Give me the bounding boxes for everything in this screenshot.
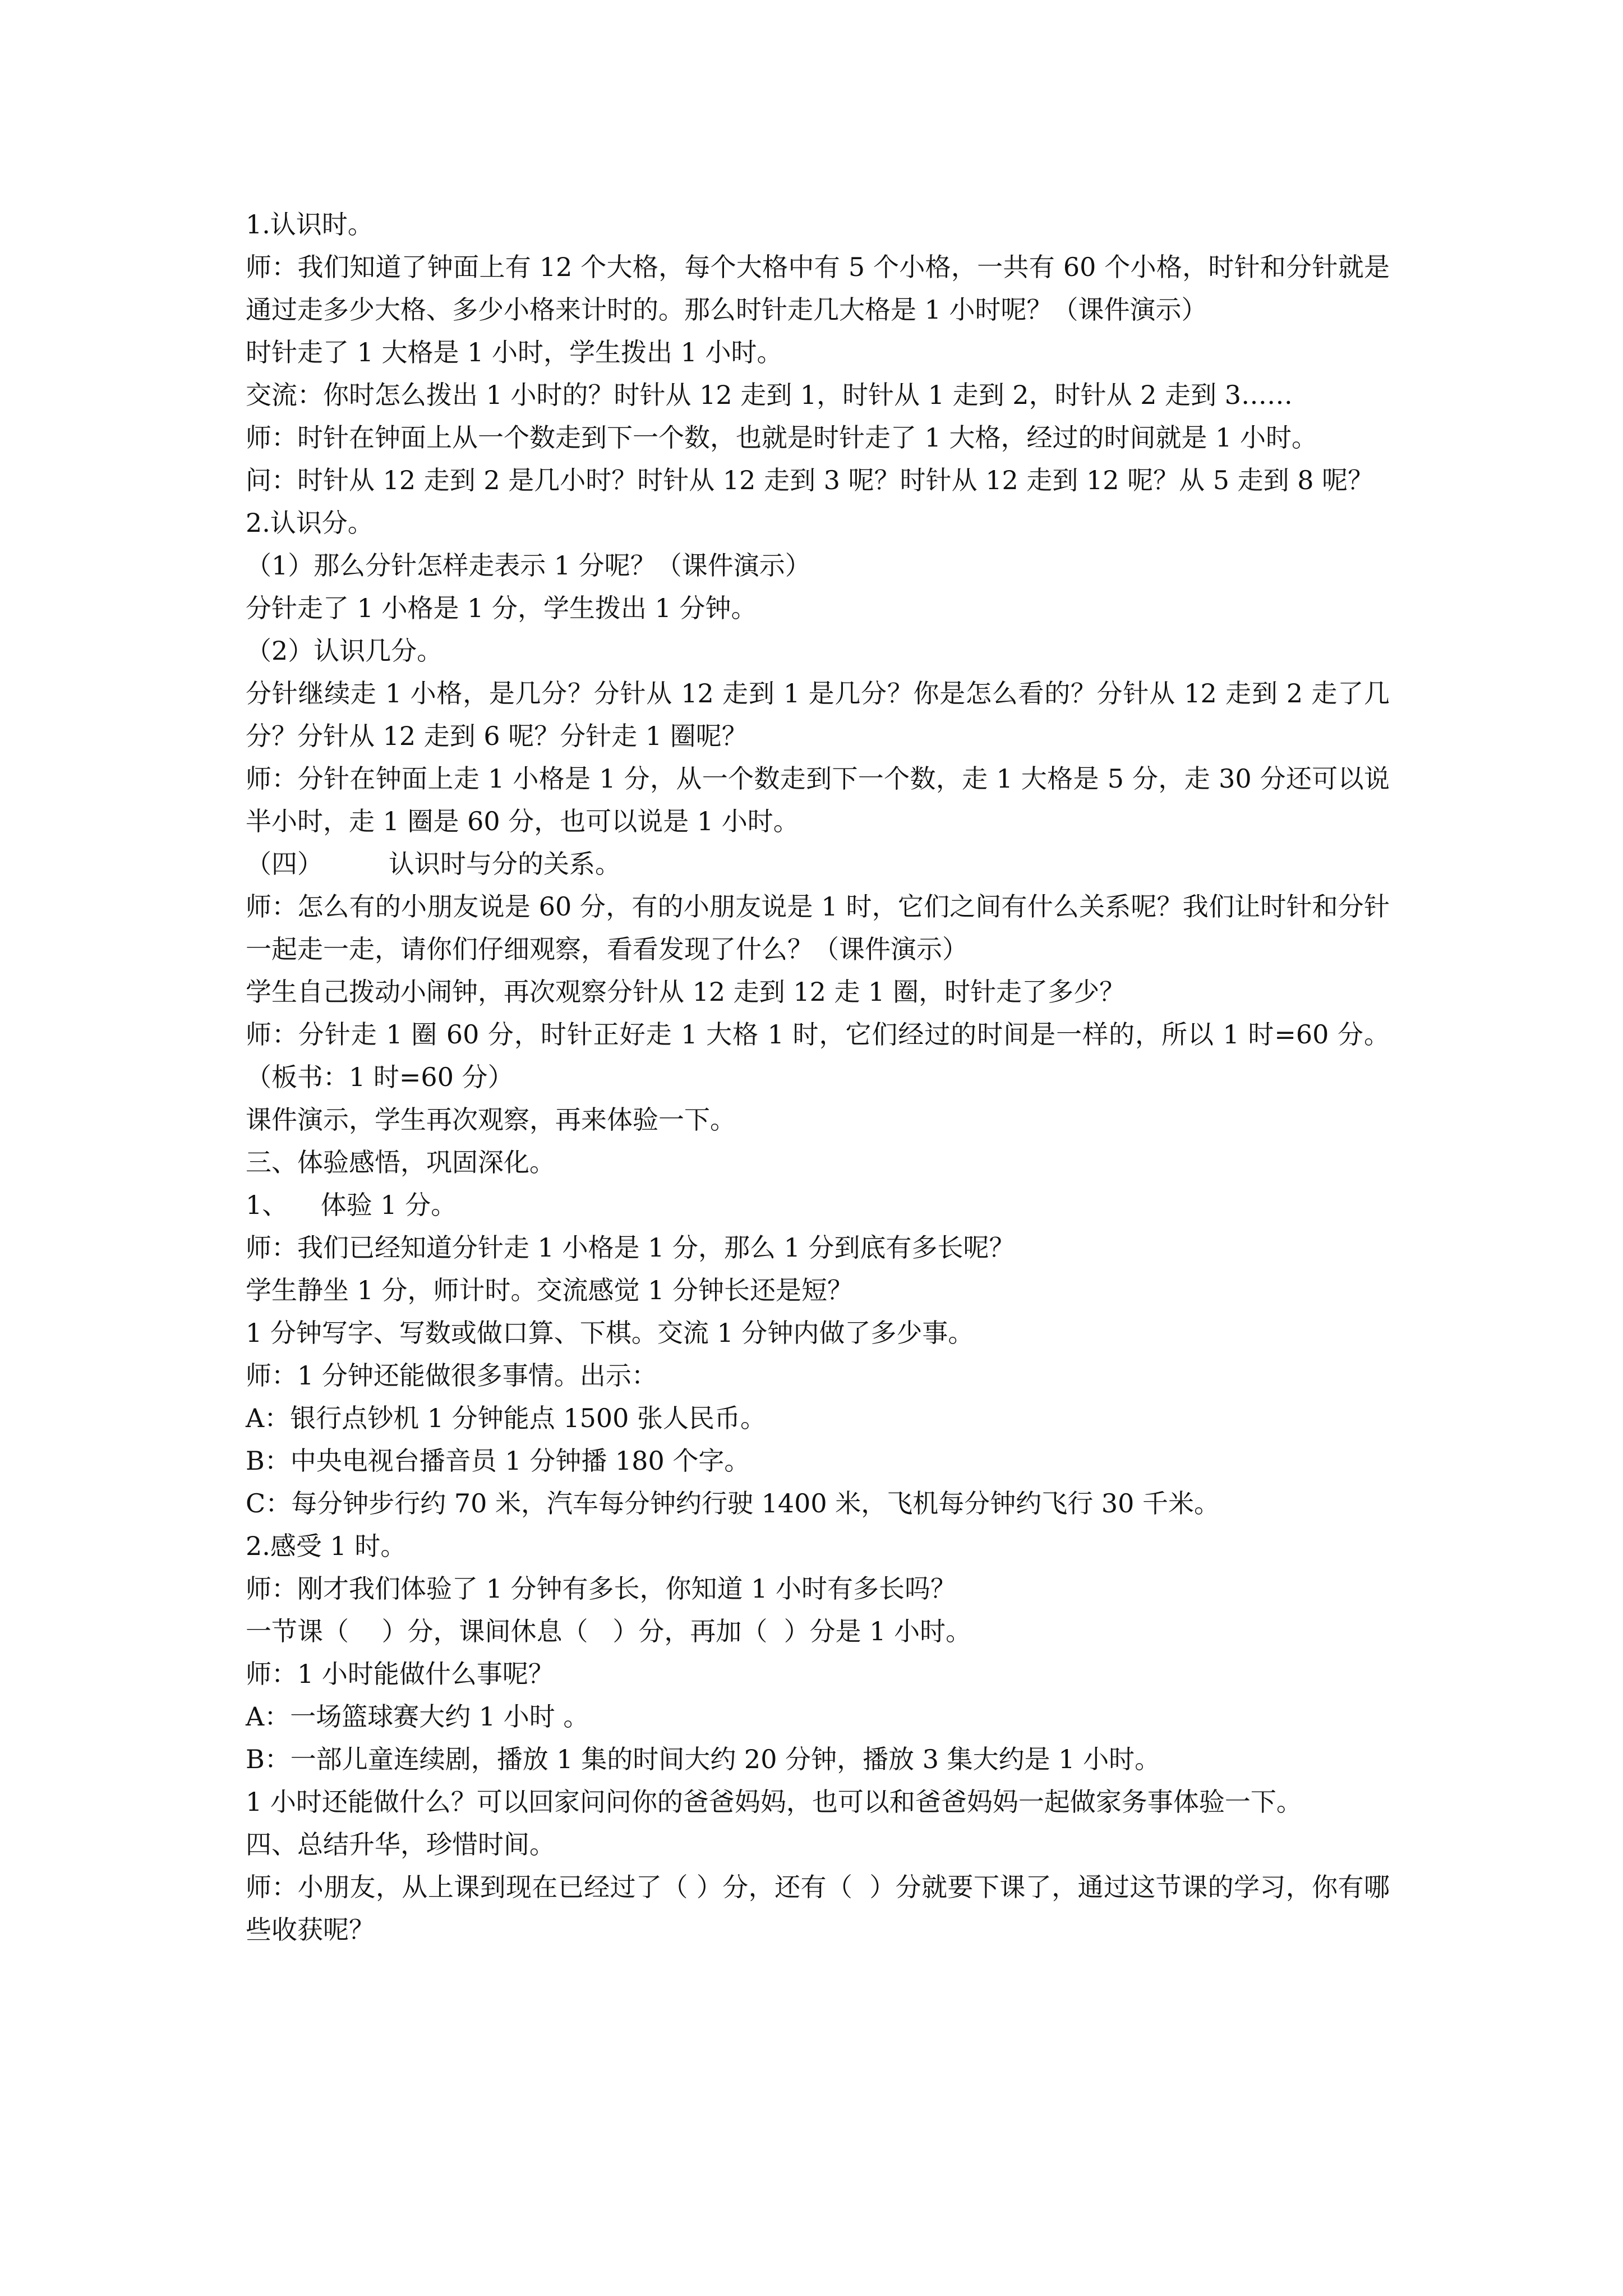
paragraph: 分针继续走 1 小格，是几分？分针从 12 走到 1 是几分？你是怎么看的？分针从 12 走到 2 走了几分？分针从 12 走到 6 呢？分针走 1 圈呢？ xyxy=(246,678,1390,751)
paragraph: 一节课（ ）分，课间休息（ ）分，再加（ ）分是 1 小时。 xyxy=(246,1616,972,1646)
paragraph: 师：我们知道了钟面上有 12 个大格，每个大格中有 5 个小格，一共有 60 个小格，时针和分针就是通过走多少大格、多少小格来计时的。那么时针走几大格是 1 小时呢？（课件演示） xyxy=(246,252,1390,325)
paragraph: A：一场篮球赛大约 1 小时 。 xyxy=(246,1701,589,1732)
paragraph: 师：小朋友，从上课到现在已经过了（ ）分，还有（ ）分就要下课了，通过这节课的学习，你有哪些收获呢？ xyxy=(246,1872,1390,1945)
paragraph: 分针走了 1 小格是 1 分，学生拨出 1 分钟。 xyxy=(246,593,757,623)
paragraph: 三、体验感悟，巩固深化。 xyxy=(246,1147,555,1177)
paragraph: （2）认识几分。 xyxy=(246,636,443,666)
paragraph: 1 小时还能做什么？可以回家问问你的爸爸妈妈，也可以和爸爸妈妈一起做家务事体验一下。 xyxy=(246,1787,1302,1817)
paragraph: 课件演示，学生再次观察，再来体验一下。 xyxy=(246,1105,736,1135)
paragraph: 师：分针在钟面上走 1 小格是 1 分，从一个数走到下一个数，走 1 大格是 5 分，走 30 分还可以说半小时，走 1 圈是 60 分，也可以说是 1 小时。 xyxy=(246,763,1390,836)
paragraph: 交流：你时怎么拨出 1 小时的？时针从 12 走到 1，时针从 1 走到 2，时针从 2 走到 3…… xyxy=(246,380,1293,410)
lesson-text xyxy=(246,203,1390,1951)
paragraph: 时针走了 1 大格是 1 小时，学生拨出 1 小时。 xyxy=(246,337,783,367)
paragraph: B：中央电视台播音员 1 分钟播 180 个字。 xyxy=(246,1446,750,1476)
paragraph: 学生自己拨动小闹钟，再次观察分针从 12 走到 12 走 1 圈，时针走了多少？ xyxy=(246,977,1126,1007)
paragraph: 师：我们已经知道分针走 1 小格是 1 分，那么 1 分到底有多长呢？ xyxy=(246,1232,1015,1263)
paragraph: （四） 认识时与分的关系。 xyxy=(246,849,621,879)
paragraph: 2.感受 1 时。 xyxy=(246,1531,407,1561)
paragraph: 1.认识时。 xyxy=(246,209,374,240)
paragraph: A：银行点钞机 1 分钟能点 1500 张人民币。 xyxy=(246,1403,767,1433)
paragraph: 师：时针在钟面上从一个数走到下一个数，也就是时针走了 1 大格，经过的时间就是 1 小时。 xyxy=(246,422,1318,453)
paragraph: 学生静坐 1 分，师计时。交流感觉 1 分钟长还是短？ xyxy=(246,1275,854,1305)
paragraph: 师：刚才我们体验了 1 分钟有多长，你知道 1 小时有多长吗？ xyxy=(246,1573,957,1604)
paragraph: B：一部儿童连续剧，播放 1 集的时间大约 20 分钟，播放 3 集大约是 1 小时。 xyxy=(246,1744,1161,1774)
paragraph: （1）那么分针怎样走表示 1 分呢？（课件演示） xyxy=(246,550,811,581)
paragraph: C：每分钟步行约 70 米，汽车每分钟约行驶 1400 米，飞机每分钟约飞行 30 千米。 xyxy=(246,1488,1220,1519)
paragraph: 师：怎么有的小朋友说是 60 分，有的小朋友说是 1 时，它们之间有什么关系呢？我们让时针和分针一起走一走，请你们仔细观察，看看发现了什么？（课件演示） xyxy=(246,891,1390,964)
paragraph: 师：分针走 1 圈 60 分，时针正好走 1 大格 1 时，它们经过的时间是一样的，所以 1 时=60 分。（板书：1 时=60 分） xyxy=(246,1019,1390,1092)
paragraph: 师：1 小时能做什么事呢？ xyxy=(246,1659,554,1689)
paragraph: 师：1 分钟还能做很多事情。出示： xyxy=(246,1360,657,1391)
paragraph: 1、 体验 1 分。 xyxy=(246,1190,457,1220)
paragraph: 2.认识分。 xyxy=(246,508,374,538)
paragraph: 1 分钟写字、写数或做口算、下棋。交流 1 分钟内做了多少事。 xyxy=(246,1318,974,1348)
paragraph: 四、总结升华，珍惜时间。 xyxy=(246,1829,555,1860)
paragraph: 问：时针从 12 走到 2 是几小时？时针从 12 走到 3 呢？时针从 12 走到 12 呢？从 5 走到 8 呢？ xyxy=(246,465,1374,495)
